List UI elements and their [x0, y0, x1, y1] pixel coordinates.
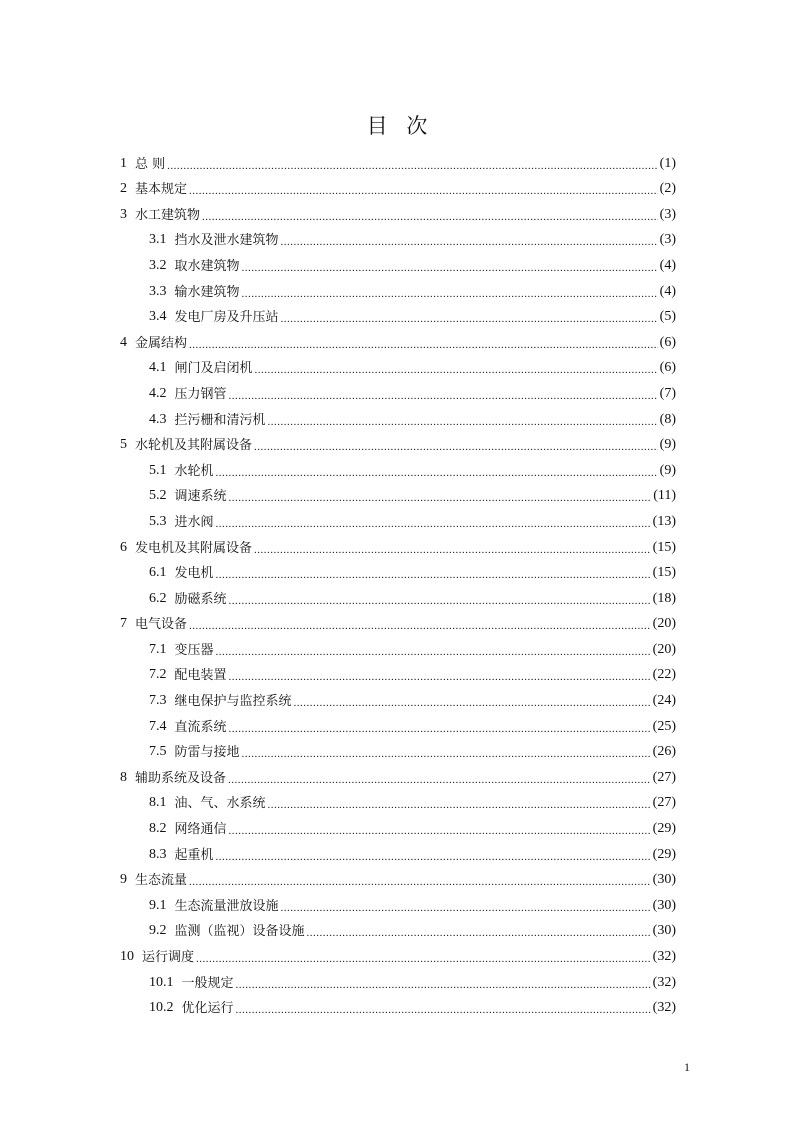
dot-leader	[189, 336, 658, 348]
toc-entry[interactable]	[120, 504, 676, 530]
toc-entry-label: 防雷与接地	[174, 745, 240, 761]
toc-entry-label: 闸门及启闭机	[174, 361, 253, 377]
dot-leader	[216, 515, 651, 527]
dot-leader	[216, 643, 651, 655]
dot-leader	[255, 361, 658, 373]
toc-entry[interactable]	[120, 735, 676, 761]
toc-entry-label: 发电机	[174, 566, 214, 582]
toc-entry-number: 7	[120, 616, 127, 632]
dot-leader	[229, 592, 651, 604]
toc-entry-label: 起重机	[174, 847, 214, 863]
dot-leader	[229, 822, 651, 834]
toc-entry-number: 5.1	[149, 462, 167, 478]
toc-entry-page: (5)	[659, 309, 676, 325]
toc-entry[interactable]	[120, 581, 676, 607]
toc-entry-page: (30)	[652, 897, 676, 913]
toc-entry[interactable]	[120, 786, 676, 812]
dot-leader	[229, 489, 652, 501]
toc-entry[interactable]	[120, 965, 676, 991]
toc-entry-number: 7.3	[149, 693, 167, 709]
toc-entry-page: (22)	[652, 667, 676, 683]
toc-entry-page: (3)	[659, 232, 676, 248]
toc-entry-label: 油、气、水系统	[174, 796, 266, 812]
toc-entry-label: 总 则	[135, 156, 166, 172]
toc-entry[interactable]	[120, 479, 676, 505]
toc-entry-page: (4)	[659, 257, 676, 273]
toc-entry-label: 变压器	[174, 642, 214, 658]
toc-entry-number: 6	[120, 539, 127, 555]
toc-entry-number: 4	[120, 334, 127, 350]
toc-entry-label: 调速系统	[174, 489, 227, 505]
dot-leader	[294, 694, 651, 706]
toc-entry[interactable]	[120, 248, 676, 274]
toc-entry[interactable]	[120, 351, 676, 377]
dot-leader	[229, 387, 658, 399]
toc-entry-label: 压力钢管	[174, 386, 227, 402]
toc-entry[interactable]	[120, 837, 676, 863]
dot-leader	[281, 233, 658, 245]
toc-entry[interactable]	[120, 428, 676, 454]
dot-leader	[216, 464, 658, 476]
toc-entry[interactable]	[120, 632, 676, 658]
toc-entry-page: (1)	[659, 155, 676, 171]
toc-entry-page: (26)	[652, 744, 676, 760]
toc-entry-label: 生态流量	[135, 873, 188, 889]
toc-entry-number: 9.1	[149, 897, 167, 913]
toc-entry-number: 8.3	[149, 846, 167, 862]
dot-leader	[242, 285, 658, 297]
toc-entry-label: 水工建筑物	[135, 207, 201, 223]
toc-entry-label: 继电保护与监控系统	[174, 694, 292, 710]
dot-leader	[242, 745, 651, 757]
toc-entry[interactable]	[120, 274, 676, 300]
toc-entry[interactable]	[120, 991, 676, 1017]
dot-leader	[254, 541, 651, 553]
toc-entry-label: 水轮机及其附属设备	[135, 438, 253, 454]
toc-entry[interactable]	[120, 197, 676, 223]
toc-entry-number: 1	[120, 155, 127, 171]
toc-entry-number: 8	[120, 769, 127, 785]
toc-entry[interactable]	[120, 530, 676, 556]
toc-entry[interactable]	[120, 402, 676, 428]
toc-entry-page: (27)	[652, 795, 676, 811]
toc-entry-label: 取水建筑物	[174, 258, 240, 274]
dot-leader	[236, 976, 651, 988]
toc-entry-page: (29)	[652, 846, 676, 862]
toc-entry[interactable]	[120, 300, 676, 326]
toc-entry-page: (8)	[659, 411, 676, 427]
dot-leader	[228, 771, 651, 783]
toc-entry-label: 基本规定	[135, 182, 188, 198]
toc-entry-page: (11)	[653, 488, 676, 504]
toc-entry-label: 进水阀	[174, 514, 214, 530]
toc-entry[interactable]	[120, 760, 676, 786]
dot-leader	[216, 848, 651, 860]
toc-entry[interactable]	[120, 146, 676, 172]
dot-leader	[202, 208, 658, 220]
toc-entry-label: 励磁系统	[174, 591, 227, 607]
toc-entry[interactable]	[120, 376, 676, 402]
toc-entry[interactable]	[120, 556, 676, 582]
dot-leader	[189, 182, 658, 194]
toc-entry-number: 5.3	[149, 513, 167, 529]
toc-entry[interactable]	[120, 607, 676, 633]
toc-entry-number: 8.1	[149, 795, 167, 811]
toc-entry-number: 6.1	[149, 565, 167, 581]
toc-entry-page: (9)	[659, 462, 676, 478]
toc-entry-label: 直流系统	[174, 719, 227, 735]
toc-entry[interactable]	[120, 683, 676, 709]
dot-leader	[236, 1001, 651, 1013]
toc-entry-page: (6)	[659, 334, 676, 350]
dot-leader	[216, 566, 651, 578]
toc-entry-page: (15)	[652, 539, 676, 555]
toc-entry-page: (20)	[652, 616, 676, 632]
dot-leader	[268, 796, 651, 808]
toc-entry-label: 挡水及泄水建筑物	[174, 233, 279, 249]
toc-entry-label: 运行调度	[142, 950, 195, 965]
toc-entry-number: 3	[120, 206, 127, 222]
toc-entry[interactable]	[120, 709, 676, 735]
toc-entry[interactable]	[120, 939, 676, 965]
toc-entry-number: 3.4	[149, 309, 167, 325]
toc-entry-label: 一般规定	[181, 975, 234, 991]
toc-entry-number: 2	[120, 181, 127, 197]
toc-entry[interactable]	[120, 453, 676, 479]
toc-entry-page: (25)	[652, 718, 676, 734]
toc-entry-label: 电气设备	[135, 617, 188, 633]
dot-leader	[281, 310, 658, 322]
dot-leader	[268, 413, 658, 425]
toc-entry-page: (18)	[652, 590, 676, 606]
toc-entry-number: 9	[120, 872, 127, 888]
dot-leader	[242, 259, 658, 271]
toc-entry-label: 辅助系统及设备	[135, 770, 227, 786]
toc-entry-label: 监测（监视）设备设施	[174, 924, 305, 940]
dot-leader	[167, 157, 658, 169]
toc-entry-page: (9)	[659, 437, 676, 453]
toc-entry[interactable]	[120, 223, 676, 249]
toc-entry-number: 4.1	[149, 360, 167, 376]
toc-entry-page: (4)	[659, 283, 676, 299]
toc-entry-page: (2)	[659, 181, 676, 197]
toc-entry[interactable]	[120, 811, 676, 837]
toc-entry-label: 网络通信	[174, 822, 227, 838]
toc-entry-number: 8.2	[149, 821, 167, 837]
toc-entry-number: 3.2	[149, 257, 167, 273]
page-number: 1	[684, 1060, 690, 1074]
toc-entry[interactable]	[120, 172, 676, 198]
toc-entry-page: (32)	[652, 1000, 676, 1016]
toc-entry-label: 金属结构	[135, 335, 188, 351]
dot-leader	[189, 617, 651, 629]
toc-entry[interactable]	[120, 863, 676, 889]
toc-entry-number: 7.2	[149, 667, 167, 683]
toc-entry-label: 优化运行	[181, 1001, 234, 1017]
toc-entry-label: 拦污栅和清污机	[174, 412, 266, 428]
toc-entry-number: 10.2	[149, 1000, 174, 1016]
toc-entry-number: 4.3	[149, 411, 167, 427]
toc-entry-page: (30)	[652, 923, 676, 939]
toc-entry-label: 配电装置	[174, 668, 227, 684]
toc-entry-page: (3)	[659, 206, 676, 222]
toc-entry-number: 9.2	[149, 923, 167, 939]
dot-leader	[189, 873, 651, 885]
page-title: 目 次	[366, 114, 434, 138]
toc-entry-page: (7)	[659, 385, 676, 401]
toc-entry-page: (29)	[652, 821, 676, 837]
toc-entry-number: 4.2	[149, 385, 167, 401]
dot-leader	[229, 720, 651, 732]
toc-entry-label: 生态流量泄放设施	[174, 898, 279, 914]
toc-entry[interactable]	[120, 888, 676, 914]
toc-entry-page: (30)	[652, 872, 676, 888]
dot-leader	[254, 438, 658, 450]
toc-entry-number: 6.2	[149, 590, 167, 606]
toc-entry-number: 5	[120, 437, 127, 453]
toc-entry-page: (20)	[652, 641, 676, 657]
toc-entry-number: 3.1	[149, 232, 167, 248]
dot-leader	[229, 668, 651, 680]
toc-entry-page: (27)	[652, 769, 676, 785]
toc-entry-number: 3.3	[149, 283, 167, 299]
toc-entry-number: 7.1	[149, 641, 167, 657]
dot-leader	[281, 899, 651, 911]
toc-entry-page: (15)	[652, 565, 676, 581]
toc-entry-page: (6)	[659, 360, 676, 376]
toc-entry[interactable]	[120, 914, 676, 940]
dot-leader	[307, 924, 651, 936]
toc-entry[interactable]	[120, 325, 676, 351]
toc-entry-label: 发电厂房及升压站	[174, 310, 279, 326]
toc-entry-label: 发电机及其附属设备	[135, 540, 253, 556]
toc-entry-page: (13)	[652, 513, 676, 529]
toc-entry-page: (24)	[652, 693, 676, 709]
toc-entry-label: 输水建筑物	[174, 284, 240, 300]
toc-entry[interactable]	[120, 658, 676, 684]
toc-entry-number: 7.4	[149, 718, 167, 734]
toc-entry-label: 水轮机	[174, 463, 214, 479]
toc-entry-number: 10	[120, 949, 134, 964]
table-of-contents	[120, 146, 676, 1016]
toc-entry-number: 7.5	[149, 744, 167, 760]
dot-leader	[196, 950, 651, 962]
toc-entry-number: 5.2	[149, 488, 167, 504]
toc-entry-page: (32)	[652, 949, 676, 964]
toc-entry-number: 10.1	[149, 974, 174, 990]
toc-entry-page: (32)	[652, 974, 676, 990]
